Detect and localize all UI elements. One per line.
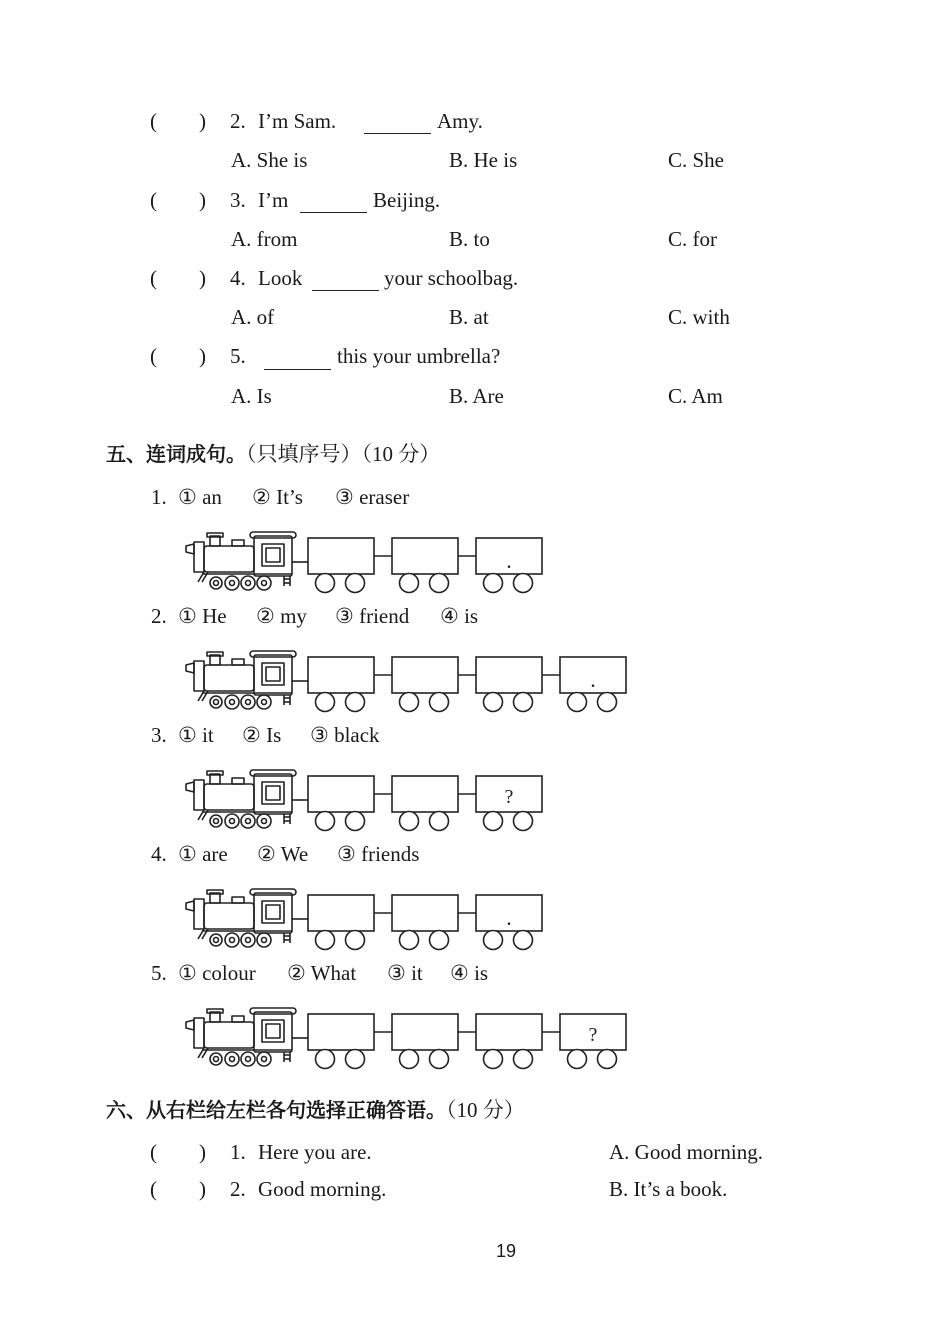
question-text-before: I’m [258, 188, 289, 212]
answer-paren[interactable]: ( ) [150, 344, 206, 368]
question-text-after: Amy. [437, 109, 483, 133]
word-3: ③ eraser [335, 485, 410, 509]
section-6-title: 六、从右栏给左栏各句选择正确答语。 [106, 1098, 446, 1122]
option-c: C. with [668, 305, 730, 329]
option-b: B. to [449, 227, 490, 251]
end-punctuation: ? [588, 1024, 598, 1046]
car-wheel [316, 812, 335, 831]
option-c: C. for [668, 227, 717, 251]
item-number: 2. [151, 604, 167, 628]
car-wheel [568, 1050, 587, 1069]
answer-paren[interactable]: ( ) [150, 188, 206, 212]
train-car-box-2 [392, 1014, 458, 1050]
section-5-note: （只填序号）（10 分） [246, 442, 441, 466]
car-wheel [346, 812, 365, 831]
left-sentence: Good morning. [258, 1177, 387, 1201]
train-car-box-3 [476, 657, 542, 693]
question-number: 1. [230, 1140, 246, 1164]
answer-blank [264, 368, 331, 370]
question-number: 4. [230, 266, 246, 290]
item-number: 1. [151, 485, 167, 509]
car-wheel [598, 693, 617, 712]
car-wheel [316, 931, 335, 950]
item-number: 5. [151, 961, 167, 985]
option-b: B. He is [449, 148, 518, 172]
answer-blank [364, 132, 431, 134]
answer-paren[interactable]: ( ) [150, 1140, 206, 1164]
locomotive-icon [186, 1008, 308, 1066]
question-number: 5. [230, 344, 246, 368]
train-car-box-1 [308, 657, 374, 693]
train-car-box-1 [308, 895, 374, 931]
answer-blank [300, 211, 367, 213]
car-wheel [484, 574, 503, 593]
answer-blank [312, 289, 379, 291]
train-car-box-2 [392, 776, 458, 812]
answer-paren[interactable]: ( ) [150, 109, 206, 133]
locomotive-icon [186, 651, 308, 709]
car-wheel [484, 931, 503, 950]
item-number: 4. [151, 842, 167, 866]
car-wheel [514, 693, 533, 712]
car-wheel [346, 1050, 365, 1069]
question-text-after: Beijing. [373, 188, 441, 212]
word-3: ③ it [387, 961, 423, 985]
word-1: ① colour [178, 961, 256, 985]
train-car-box-1 [308, 538, 374, 574]
car-wheel [514, 574, 533, 593]
word-1: ① He [178, 604, 227, 628]
option-a: A. Is [231, 384, 272, 408]
car-wheel [346, 931, 365, 950]
car-wheel [400, 574, 419, 593]
section-6-heading [106, 1094, 525, 1124]
car-wheel [484, 812, 503, 831]
car-wheel [430, 931, 449, 950]
car-wheel [400, 812, 419, 831]
right-answer-a: A. Good morning. [609, 1140, 763, 1164]
train-car-box-2 [392, 538, 458, 574]
car-wheel [430, 574, 449, 593]
word-1: ① it [178, 723, 214, 747]
word-2: ② What [287, 961, 357, 985]
car-wheel [400, 693, 419, 712]
word-4: ④ is [450, 961, 489, 985]
option-c: C. She [668, 148, 725, 172]
car-wheel [346, 574, 365, 593]
word-3: ③ friends [337, 842, 420, 866]
car-wheel [598, 1050, 617, 1069]
right-answer-b: B. It’s a book. [609, 1177, 728, 1201]
question-number: 3. [230, 188, 246, 212]
option-c: C. Am [668, 384, 723, 408]
train-answer-diagram-3 [180, 766, 650, 832]
train-car-box-2 [392, 657, 458, 693]
car-wheel [316, 574, 335, 593]
section-5-heading [106, 438, 440, 468]
end-punctuation: ? [504, 786, 514, 808]
car-wheel [316, 693, 335, 712]
question-text-before: Look [258, 266, 303, 290]
locomotive-icon [186, 770, 308, 828]
option-a: A. from [231, 227, 298, 251]
train-car-box-2 [392, 895, 458, 931]
car-wheel [514, 931, 533, 950]
end-punctuation: . [590, 667, 596, 692]
question-text-after: your schoolbag. [384, 266, 519, 290]
end-punctuation: . [506, 905, 512, 930]
locomotive-icon [186, 532, 308, 590]
word-2: ② We [257, 842, 309, 866]
section-6-note: （10 分） [446, 1098, 525, 1122]
car-wheel [430, 1050, 449, 1069]
car-wheel [484, 693, 503, 712]
car-wheel [400, 1050, 419, 1069]
train-answer-diagram-5 [180, 1004, 740, 1070]
question-text-before: I’m Sam. [258, 109, 337, 133]
word-1: ① an [178, 485, 222, 509]
car-wheel [400, 931, 419, 950]
item-number: 3. [151, 723, 167, 747]
answer-paren[interactable]: ( ) [150, 266, 206, 290]
word-2: ② my [256, 604, 307, 628]
car-wheel [514, 812, 533, 831]
word-4: ④ is [440, 604, 479, 628]
train-car-box-1 [308, 776, 374, 812]
section-5-title: 五、连词成句。 [106, 442, 246, 466]
left-sentence: Here you are. [258, 1140, 372, 1164]
option-a: A. of [231, 305, 275, 329]
car-wheel [430, 812, 449, 831]
word-2: ② Is [242, 723, 282, 747]
page-number: 19 [496, 1241, 517, 1261]
answer-paren[interactable]: ( ) [150, 1177, 206, 1201]
car-wheel [430, 693, 449, 712]
locomotive-icon [186, 889, 308, 947]
train-car-box-1 [308, 1014, 374, 1050]
word-3: ③ black [310, 723, 380, 747]
train-answer-diagram-2 [180, 647, 740, 713]
word-1: ① are [178, 842, 228, 866]
question-number: 2. [230, 109, 246, 133]
car-wheel [514, 1050, 533, 1069]
car-wheel [316, 1050, 335, 1069]
question-text-after: this your umbrella? [337, 344, 501, 368]
word-3: ③ friend [335, 604, 410, 628]
train-car-box-3 [476, 1014, 542, 1050]
train-answer-diagram-1 [180, 528, 650, 594]
option-b: B. Are [449, 384, 504, 408]
car-wheel [346, 693, 365, 712]
train-answer-diagram-4 [180, 885, 650, 951]
end-punctuation: . [506, 548, 512, 573]
question-number: 2. [230, 1177, 246, 1201]
car-wheel [568, 693, 587, 712]
option-a: A. She is [231, 148, 308, 172]
car-wheel [484, 1050, 503, 1069]
word-2: ② It’s [252, 485, 303, 509]
option-b: B. at [449, 305, 489, 329]
